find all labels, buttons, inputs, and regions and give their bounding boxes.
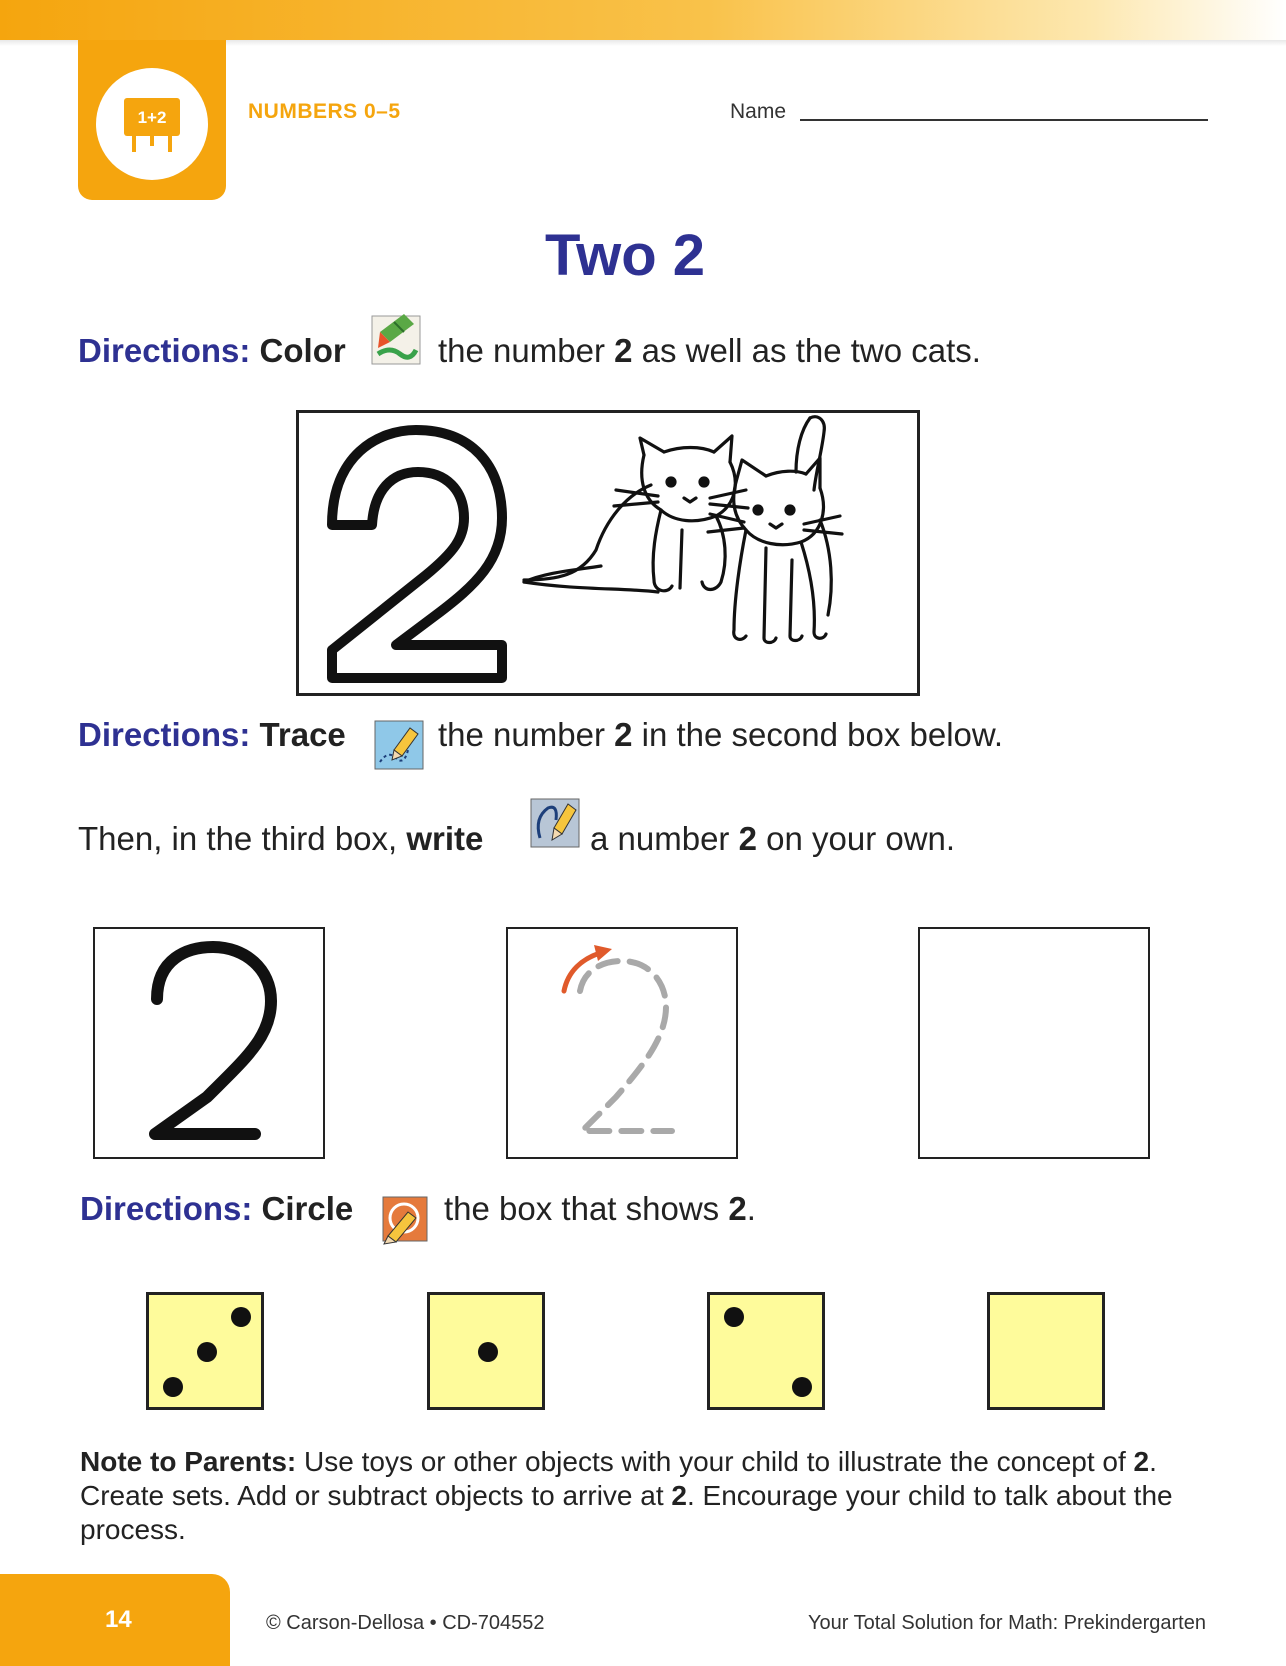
directions-label: Directions:: [78, 716, 251, 753]
die-box-three[interactable]: [146, 1292, 264, 1410]
name-write-line[interactable]: [800, 119, 1208, 121]
directions-verb: write: [406, 820, 484, 857]
start-arrow-head: [594, 945, 612, 961]
directions-circle-text: the box that shows 2.: [444, 1190, 756, 1227]
directions-label: Directions:: [78, 332, 251, 369]
top-banner: [0, 0, 1286, 40]
model-numeral-2: [95, 929, 323, 1157]
die-dot: [231, 1307, 251, 1327]
directions-write: Then, in the third box, write: [78, 820, 484, 857]
crayon-icon: [370, 310, 422, 366]
die-dot: [163, 1377, 183, 1397]
directions-write-text: a number 2 on your own.: [590, 820, 956, 857]
write-number-box[interactable]: [918, 927, 1150, 1159]
page-title: Two 2: [544, 223, 706, 288]
footer-copyright: © Carson-Dellosa • CD-704552: [266, 1612, 545, 1634]
die-box-one[interactable]: [427, 1292, 545, 1410]
directions-circle: [80, 1190, 353, 1228]
directions-trace-text: the number 2 in the second box below.: [438, 716, 1004, 753]
directions-verb: Circle: [261, 1190, 354, 1227]
directions-trace: [78, 716, 346, 754]
model-number-box: [93, 927, 325, 1159]
unit-title: NUMBERS 0–5: [248, 100, 401, 123]
directions-color-text: the number 2 as well as the two cats.: [438, 332, 981, 369]
directions-verb: Color: [259, 332, 346, 369]
die-dot: [724, 1307, 744, 1327]
traced-numeral-2: [508, 929, 736, 1157]
die-dot: [478, 1342, 498, 1362]
circle-pencil-icon: [382, 1196, 430, 1246]
die-dot: [197, 1342, 217, 1362]
die-box-two[interactable]: [707, 1292, 825, 1410]
die-dot: [792, 1377, 812, 1397]
trace-number-box[interactable]: [506, 927, 738, 1159]
name-label: Name: [730, 100, 787, 123]
note-to-parents: Note to Parents: Use toys or other objects with your child to illustrate the concept of 2. Create sets. Add or subtract objects to arrive at 2. Encourage your child to talk about the process.: [80, 1446, 1173, 1545]
directions-verb: Trace: [259, 716, 346, 753]
page-number: 14: [105, 1606, 132, 1633]
die-box-zero[interactable]: [987, 1292, 1105, 1410]
easel-icon: [118, 94, 186, 156]
color-picture: [296, 410, 920, 696]
outlined-numeral-2: [332, 430, 502, 678]
directions-color: [78, 332, 346, 370]
footer-series-title: Your Total Solution for Math: Prekindergarten: [807, 1612, 1206, 1634]
logo-text: 1+2: [137, 108, 167, 127]
directions-label: Directions:: [80, 1190, 253, 1227]
write-pencil-icon: [530, 798, 580, 850]
kitten-standing: [708, 417, 842, 643]
trace-pencil-icon: [374, 720, 424, 770]
